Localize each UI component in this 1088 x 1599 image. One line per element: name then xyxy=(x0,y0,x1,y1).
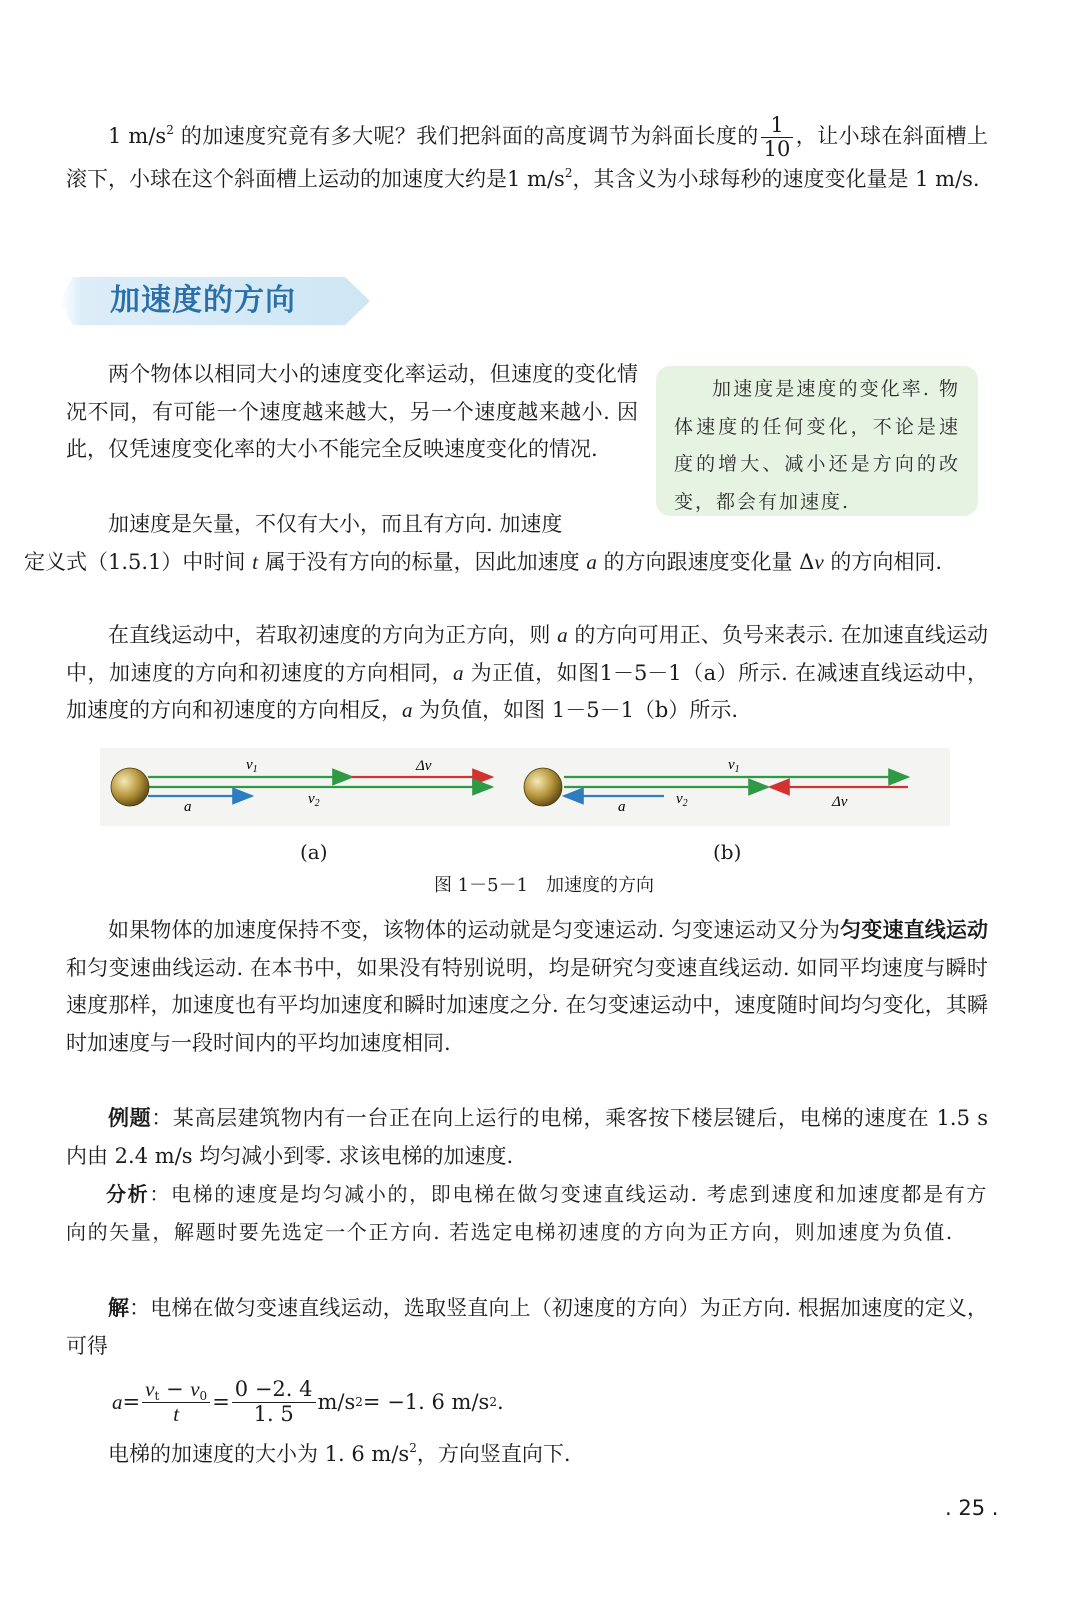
figure-caption-b: (b) xyxy=(713,840,742,864)
ball-icon-b xyxy=(524,768,562,806)
fraction-vt-v0-over-t: $\frac{v_t - v_0}{t}$ xyxy=(142,1378,210,1425)
fraction-values: $\frac{0 -2. 4}{1. 5}$ xyxy=(232,1378,316,1425)
figure-title: 图 1－5－1 加速度的方向 xyxy=(433,875,655,896)
acceleration-formula: a = $\frac{v_t - v_0}{t}$ = $\frac{0 -2. 4}{1. 5}$ m/s 2 = −1. 6 m/s 2 . xyxy=(112,1377,504,1426)
label-delta-v-b: Δv xyxy=(832,794,848,810)
analysis-paragraph: 分析：电梯的速度是均匀减小的，即电梯在做匀变速直线运动. 考虑到速度和加速度都是有方向的矢量，解题时要先选定一个正方向. 若选定电梯初速度的方向为正方向，则加速度为负值. xyxy=(66,1182,988,1244)
conclusion-paragraph: 电梯的加速度的大小为 1. 6 $m/s^2$，方向竖直向下. xyxy=(108,1441,571,1466)
ball-icon-a xyxy=(111,768,149,806)
paragraph-uniform-acceleration: 如果物体的加速度保持不变，该物体的运动就是匀变速运动. 匀变速运动又分为匀变速直线运动和匀变速曲线运动. 在本书中，如果没有特别说明，均是研究匀变速直线运动. 如同平均速度与瞬时速度那样，加速度也有平均加速度和瞬时加速度之分. 在匀变速运动中，速度随时间均匀变化，其瞬时加速度与一段时间内的平均加速度相同. xyxy=(66,918,988,1055)
label-v1-a: $v_1$ xyxy=(246,757,258,775)
figure-caption-a: (a) xyxy=(300,840,328,864)
page-number: . 25 . xyxy=(945,1496,999,1520)
label-a-b: a xyxy=(618,799,626,815)
paragraph-vector: 加速度是矢量，不仅有大小，而且有方向. 加速度 定义式（1.5.1）中时间 t 属于没有方向的标量，因此加速度 a 的方向跟速度变化量 Δv 的方向相同. xyxy=(24,512,943,574)
paragraph-linear-motion: 在直线运动中，若取初速度的方向为正方向，则 a 的方向可用正、负号来表示. 在加速直线运动中，加速度的方向和初速度的方向相同，a 为正值，如图1－5－1（a）所示. 在减速直线运动中，加速度的方向和初速度的方向相反，a 为负值，如图 1－5－1（b）所示. xyxy=(66,623,988,722)
example-problem: 例题：某高层建筑物内有一台正在向上运行的电梯，乘客按下楼层键后，电梯的速度在 1.5 s 内由 2.4 m/s 均匀减小到零. 求该电梯的加速度. xyxy=(66,1106,989,1168)
acceleration-direction-figure xyxy=(100,748,950,826)
section-title: 加速度的方向 xyxy=(110,283,296,318)
intro-paragraph: 1 $m/s^2$ 的加速度究竟有多大呢？我们把斜面的高度调节为斜面长度的 $\frac{1}{10}$ ，让小球在斜面槽上滚下，小球在这个斜面槽上运动的加速度大约是1 $m/s^2$，其含义为小球每秒的速度变化量是 1 m/s. xyxy=(66,113,988,192)
keyword-uniform-linear-motion: 匀变速直线运动 xyxy=(840,918,988,942)
side-note-text: 加速度是速度的变化率. 物体速度的任何变化，不论是速度的增大、减小还是方向的改变，都会有加速度. xyxy=(674,378,960,513)
label-v1-b: $v_1$ xyxy=(728,757,740,775)
label-delta-v-a: Δv xyxy=(416,758,432,774)
fraction-one-tenth: $\frac{1}{10}$ xyxy=(761,114,794,161)
label-a-a: a xyxy=(184,799,192,815)
side-note xyxy=(656,366,978,516)
label-v2-a: $v_2$ xyxy=(308,791,320,809)
solution-paragraph: 解：电梯在做匀变速直线运动，选取竖直向上（初速度的方向）为正方向. 根据加速度的定义，可得 xyxy=(66,1296,988,1358)
paragraph-direction-intro: 两个物体以相同大小的速度变化率运动，但速度的变化情况不同，有可能一个速度越来越大，另一个速度越来越小. 因此，仅凭速度变化率的大小不能完全反映速度变化的情况. xyxy=(66,362,638,461)
label-v2-b: $v_2$ xyxy=(676,791,688,809)
